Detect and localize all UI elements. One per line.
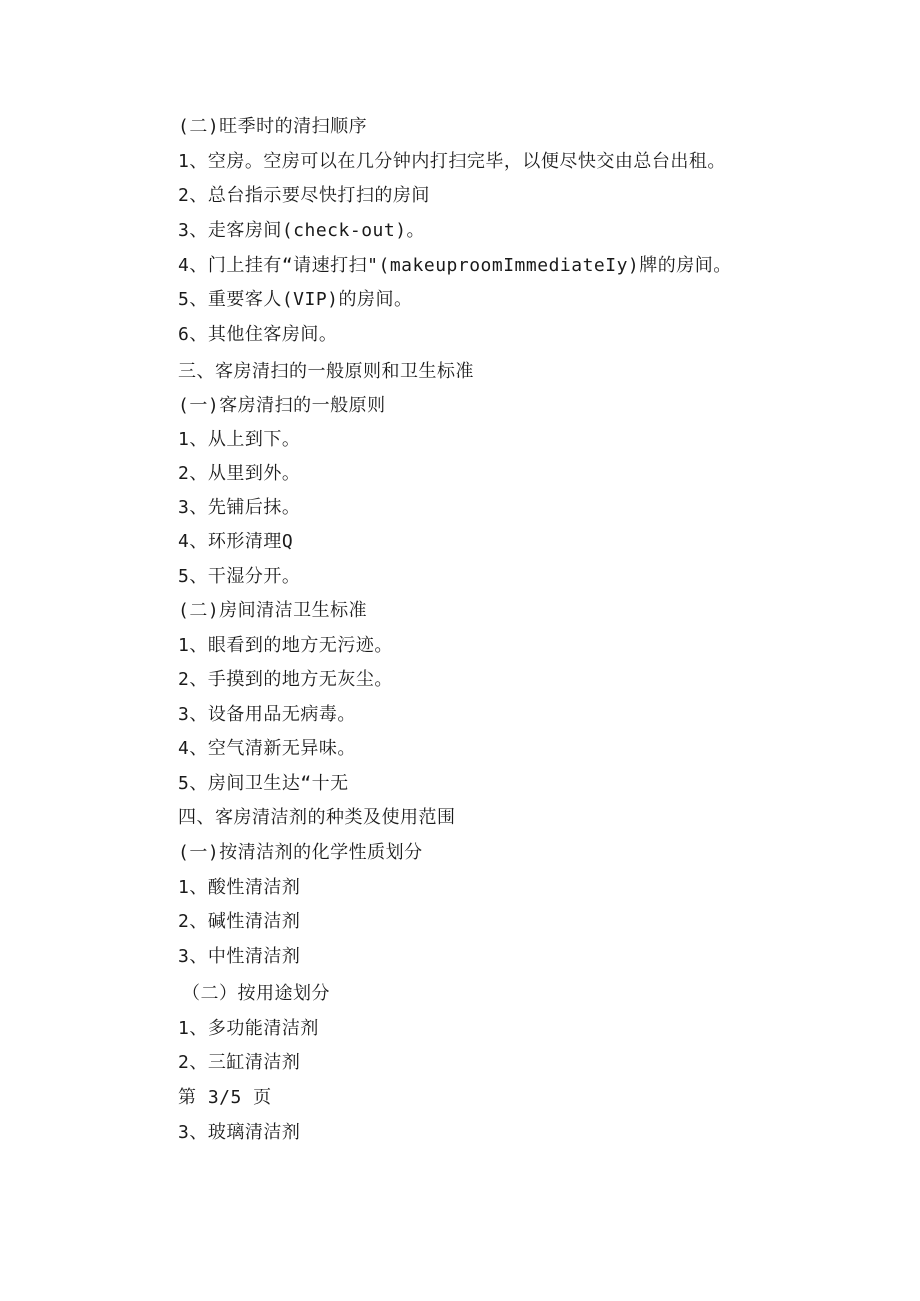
list-item: 5、重要客人(VIP)的房间。 xyxy=(178,289,413,310)
list-item: 5、干湿分开。 xyxy=(178,566,301,587)
list-item: 4、环形清理Q xyxy=(178,531,294,552)
list-item: 3、走客房间(check-out)。 xyxy=(178,220,426,241)
section-heading: (二)旺季时的清扫顺序 xyxy=(178,116,368,137)
list-item: 6、其他住客房间。 xyxy=(178,324,338,345)
list-item: 2、碱性清洁剂 xyxy=(178,911,301,932)
list-item: 1、眼看到的地方无污迹。 xyxy=(178,635,393,656)
list-item: 3、中性清洁剂 xyxy=(178,946,301,967)
list-item: 2、手摸到的地方无灰尘。 xyxy=(178,669,393,690)
list-item: 4、门上挂有“请速打扫"(makeuproomImmediateIy)牌的房间。 xyxy=(178,255,732,276)
list-item: 1、空房。空房可以在几分钟内打扫完毕，以便尽快交由总台出租。 xyxy=(178,151,726,172)
list-item: 1、多功能清洁剂 xyxy=(178,1018,319,1039)
section-heading: （二）按用途划分 xyxy=(182,983,330,1004)
chapter-heading: 三、客房清扫的一般原则和卫生标准 xyxy=(178,361,474,382)
section-heading: (一)客房清扫的一般原则 xyxy=(178,395,386,416)
chapter-heading: 四、客房清洁剂的种类及使用范围 xyxy=(178,807,456,828)
list-item: 3、先铺后抹。 xyxy=(178,497,301,518)
list-item: 5、房间卫生达“十无 xyxy=(178,773,349,794)
section-heading: (二)房间清洁卫生标准 xyxy=(178,600,368,621)
list-item: 4、空气清新无异味。 xyxy=(178,738,356,759)
section-heading: (一)按清洁剂的化学性质划分 xyxy=(178,842,423,863)
list-item: 1、酸性清洁剂 xyxy=(178,877,301,898)
list-item: 3、设备用品无病毒。 xyxy=(178,704,356,725)
list-item: 2、三缸清洁剂 xyxy=(178,1052,301,1073)
page-number: 第 3/5 页 xyxy=(178,1087,272,1108)
list-item: 2、总台指示要尽快打扫的房间 xyxy=(178,185,430,206)
list-item: 3、玻璃清洁剂 xyxy=(178,1122,301,1143)
list-item: 2、从里到外。 xyxy=(178,463,301,484)
list-item: 1、从上到下。 xyxy=(178,429,301,450)
